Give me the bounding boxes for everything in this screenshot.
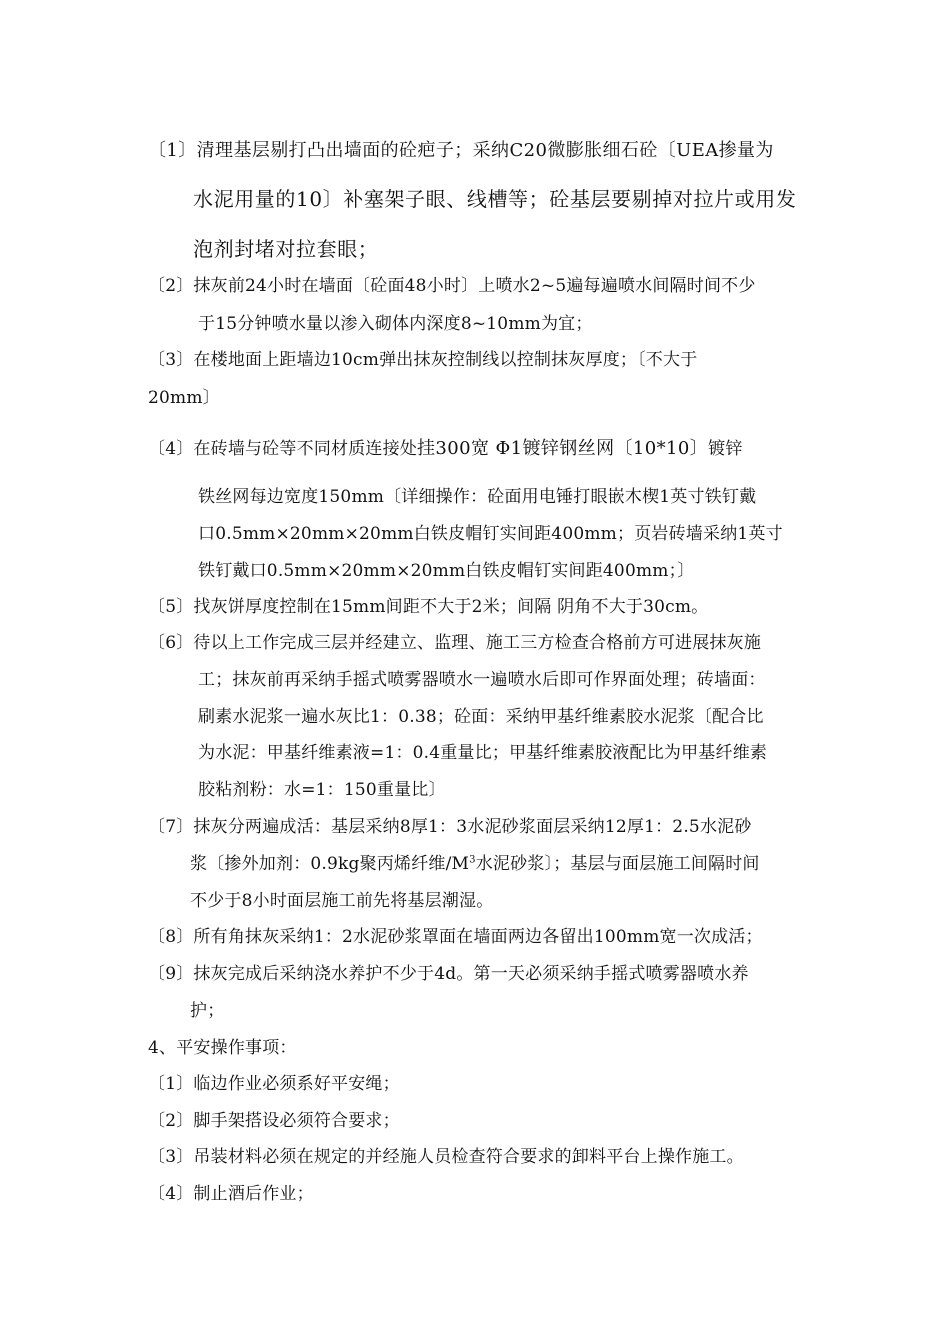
section-4-item-2: 〔2〕脚手架搭设必须符合要求；	[148, 1111, 400, 1131]
item-5-line-1: 〔5〕找灰饼厚度控制在15mm间距不大于2米；间隔 阴角不大于30cm。	[148, 597, 709, 617]
section-4-item-4: 〔4〕制止酒后作业；	[148, 1184, 314, 1204]
section-4-heading: 4、平安操作事项：	[148, 1038, 297, 1058]
item-4-line-1	[148, 437, 743, 461]
item-3-line-2: 20mm〕	[148, 388, 220, 408]
item-7-line-2	[190, 853, 760, 875]
item-1-line-2: 水泥用量的10〕补塞架子眼、线槽等；砼基层要剔掉对拉片或用发	[193, 187, 797, 211]
item-6-line-2: 工；抹灰前再采纳手摇式喷雾器喷水一遍喷水后即可作界面处理；砖墙面：	[198, 670, 766, 690]
item-7-line-2-part-b: 水泥砂浆〕；基层与面层施工间隔时间	[475, 854, 760, 874]
item-4-line-1-part-a: 〔4〕在砖墙与砼等不同材质连接处	[148, 439, 418, 459]
item-4-line-3: 口0.5mm×20mm×20mm白铁皮帽钉实间距400mm；页岩砖墙采纳1英寸	[198, 524, 783, 544]
item-6-line-1: 〔6〕待以上工作完成三层并经建立、监理、施工三方检查合格前方可进展抹灰施	[148, 633, 762, 653]
item-1-line-1: 〔1〕清理基层剔打凸出墙面的砼疤子；采纳C20微膨胀细石砼〔UEA掺量为	[148, 140, 774, 161]
item-4-line-1-part-c: 镀锌	[708, 439, 743, 459]
section-4-item-1: 〔1〕临边作业必须系好平安绳；	[148, 1074, 400, 1094]
item-7-line-1: 〔7〕抹灰分两遍成活：基层采纳8厚1：3水泥砂浆面层采纳12厚1：2.5水泥砂	[148, 817, 752, 837]
item-6-line-3: 刷素水泥浆一遍水灰比1：0.38；砼面：采纳甲基纤维素胶水泥浆〔配合比	[198, 707, 764, 727]
item-7-line-3: 不少于8小时面层施工前先将基层潮湿。	[190, 891, 494, 911]
item-8-line-1: 〔8〕所有角抹灰采纳1：2水泥砂浆罩面在墙面两边各留出100mm宽一次成活；	[148, 927, 763, 947]
item-7-superscript: 3	[469, 854, 476, 866]
item-1-line-3: 泡剂封堵对拉套眼；	[193, 237, 379, 261]
item-6-line-4: 为水泥：甲基纤维素液=1：0.4重量比；甲基纤维素胶液配比为甲基纤维素	[198, 743, 768, 763]
item-4-line-2: 铁丝网每边宽度150mm〔详细操作：砼面用电锤打眼嵌木楔1英寸铁钉戴	[198, 487, 757, 507]
section-4-item-3: 〔3〕吊装材料必须在规定的并经施人员检查符合要求的卸料平台上操作施工。	[148, 1147, 744, 1167]
item-9-line-2: 护；	[190, 1001, 225, 1021]
item-6-line-5: 胶粘剂粉：水=1：150重量比〕	[198, 780, 446, 800]
item-7-line-2-part-a: 浆〔掺外加剂：0.9kg聚丙烯纤维/M	[190, 854, 470, 874]
item-4-line-1-part-b: 挂300宽 Φ1镀锌钢丝网〔10*10〕	[417, 438, 709, 459]
item-2-line-1: 〔2〕抹灰前24小时在墙面〔砼面48小时〕上喷水2~5遍每遍喷水间隔时间不少	[148, 276, 756, 296]
item-3-line-1: 〔3〕在楼地面上距墙边10cm弹出抹灰控制线以控制抹灰厚度；〔不大于	[148, 350, 698, 370]
item-9-line-1: 〔9〕抹灰完成后采纳浇水养护不少于4d。第一天必须采纳手摇式喷雾器喷水养	[148, 964, 749, 984]
item-2-line-2: 于15分钟喷水量以渗入砌体内深度8~10mm为宜；	[198, 314, 593, 334]
item-4-line-4: 铁钉戴口0.5mm×20mm×20mm白铁皮帽钉实间距400mm；〕	[198, 561, 695, 581]
